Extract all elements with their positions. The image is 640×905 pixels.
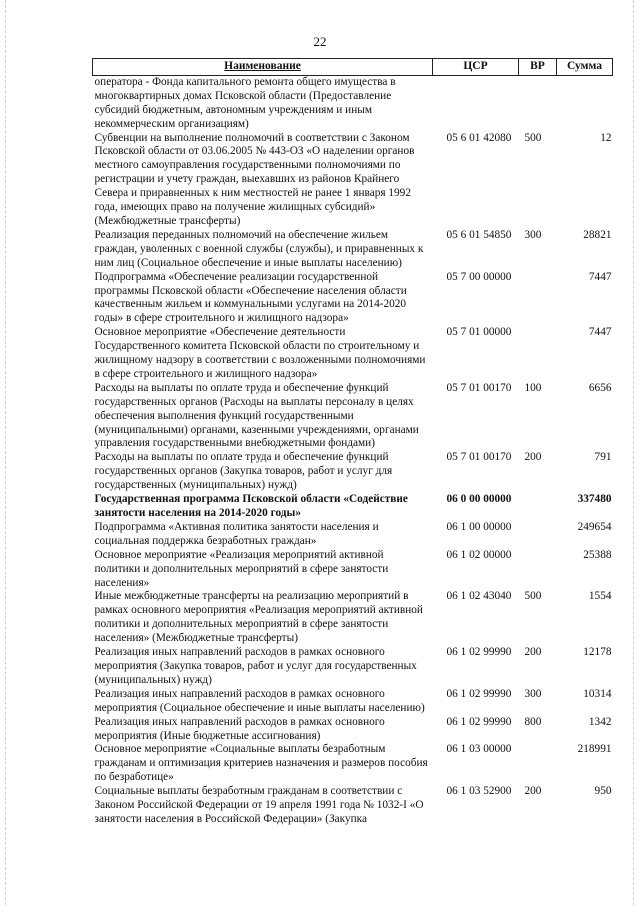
cell-sum: 7447 bbox=[588, 326, 612, 339]
table-row bbox=[93, 590, 613, 646]
cell-name: Иные межбюджетные трансферты на реализацию мероприятий в рамках основного мероприятия «Реализация мероприятий активной политики и дополнительных мероприятий в сфере занятости населения» (Межбюджетные трансферты) bbox=[94, 590, 423, 645]
cell-csr: 05 7 01 00170 bbox=[446, 381, 512, 394]
cell-name: Реализация иных направлений расходов в рамках основного мероприятия (Иные бюджетные ассигнования) bbox=[94, 715, 385, 742]
cell-csr: 06 1 03 52900 bbox=[446, 785, 512, 798]
cell-sum: 28821 bbox=[583, 228, 612, 241]
budget-table bbox=[92, 58, 613, 827]
cell-csr: 06 1 02 99990 bbox=[446, 715, 512, 728]
table-row bbox=[93, 382, 613, 452]
cell-csr bbox=[433, 75, 519, 131]
table-row bbox=[93, 743, 613, 785]
cell-sum: 25388 bbox=[583, 548, 612, 561]
table-row bbox=[93, 75, 613, 131]
cell-csr: 06 1 02 43040 bbox=[446, 590, 512, 603]
cell-sum: 1554 bbox=[588, 590, 612, 603]
table-row bbox=[93, 326, 613, 382]
cell-vr: 800 bbox=[524, 715, 542, 728]
cell-csr: 05 6 01 54850 bbox=[446, 228, 512, 241]
cell-csr: 05 7 01 00170 bbox=[446, 451, 512, 464]
cell-name: Реализация иных направлений расходов в рамках основного мероприятия (Социальное обеспечение и иные выплаты населению) bbox=[94, 687, 425, 714]
cell-csr: 06 1 02 99990 bbox=[446, 646, 512, 659]
cell-name: оператора - Фонда капитального ремонта общего имущества в многоквартирных домах Псковской области (Предоставление субсидий бюджетным, автономным учреждениям и иным некоммерческим организациям) bbox=[94, 75, 396, 130]
cell-vr: 100 bbox=[524, 381, 542, 394]
header-vr: ВР bbox=[519, 59, 557, 76]
table-row bbox=[93, 521, 613, 549]
table-row bbox=[93, 549, 613, 591]
cell-csr: 06 0 00 00000 bbox=[446, 493, 512, 506]
cell-vr: 300 bbox=[524, 687, 542, 700]
cell-csr: 05 6 01 42080 bbox=[446, 131, 512, 144]
table-row bbox=[93, 229, 613, 271]
cell-name: Подпрограмма «Обеспечение реализации государственной программы Псковской области «Обеспечение населения области качественным жильем и коммунальными услугами на 2014-2020 годы» в сфере строительного и жилищного надзора» bbox=[94, 270, 407, 325]
table-row bbox=[93, 271, 613, 327]
table-row bbox=[93, 785, 613, 827]
scan-edge-right bbox=[633, 0, 634, 905]
cell-csr: 06 1 02 00000 bbox=[446, 548, 512, 561]
table-row bbox=[93, 646, 613, 688]
cell-csr: 05 7 00 00000 bbox=[446, 270, 512, 283]
table-body bbox=[93, 75, 613, 826]
header-row bbox=[93, 59, 613, 76]
cell-vr bbox=[519, 75, 557, 131]
header-sum: Сумма bbox=[557, 59, 613, 76]
cell-csr: 06 1 03 00000 bbox=[446, 743, 512, 756]
cell-name: Подпрограмма «Активная политика занятости населения и социальная поддержка безработных граждан» bbox=[94, 520, 379, 547]
table-header bbox=[93, 59, 613, 76]
scan-edge-left bbox=[5, 0, 6, 905]
cell-vr bbox=[519, 271, 557, 327]
cell-name: Расходы на выплаты по оплате труда и обеспечение функций государственных органов (Расходы на выплаты персоналу в целях обеспечения выполнения функций государственными (муниципальными) органами, казенными учреждениями, органами управления государственными внебюджетными фондами) bbox=[94, 381, 419, 450]
table-row bbox=[93, 493, 613, 521]
cell-vr: 200 bbox=[524, 785, 542, 798]
cell-sum bbox=[557, 75, 613, 131]
cell-vr: 300 bbox=[524, 228, 542, 241]
budget-table-container bbox=[92, 58, 612, 827]
cell-csr: 06 1 02 99990 bbox=[446, 687, 512, 700]
cell-sum: 791 bbox=[594, 451, 612, 464]
cell-vr: 500 bbox=[524, 131, 542, 144]
cell-name: Основное мероприятие «Реализация мероприятий активной политики и дополнительных мероприятий в сфере занятости населения» bbox=[94, 548, 389, 589]
cell-name: Государственная программа Псковской области «Содействие занятости населения на 2014-2020 годы» bbox=[94, 493, 408, 519]
cell-vr bbox=[519, 326, 557, 382]
header-csr: ЦСР bbox=[433, 59, 519, 76]
cell-csr: 06 1 00 00000 bbox=[446, 520, 512, 533]
cell-vr bbox=[519, 743, 557, 785]
cell-csr: 05 7 01 00000 bbox=[446, 326, 512, 339]
cell-vr bbox=[519, 493, 557, 521]
cell-name: Субвенции на выполнение полномочий в соответствии с Законом Псковской области от 03.06.2005 № 443-ОЗ «О наделении органов местного самоуправления государственными полномочиями по регистрации и учету граждан, выехавших из районов Крайнего Севера и приравненных к ним местностей не ранее 1 января 1992 года, имеющих право на получение жилищных субсидий» (Межбюджетные трансферты) bbox=[94, 131, 415, 227]
cell-sum: 337480 bbox=[577, 493, 612, 506]
page-number: 22 bbox=[313, 34, 327, 49]
table-row bbox=[93, 716, 613, 744]
cell-vr bbox=[519, 521, 557, 549]
cell-vr: 200 bbox=[524, 646, 542, 659]
cell-name: Расходы на выплаты по оплате труда и обеспечение функций государственных органов (Закупка товаров, работ и услуг для государственных (муниципальных) нужд) bbox=[94, 451, 393, 492]
cell-vr: 200 bbox=[524, 451, 542, 464]
cell-sum: 249654 bbox=[577, 520, 612, 533]
cell-sum: 6656 bbox=[588, 381, 612, 394]
table-row bbox=[93, 451, 613, 493]
cell-vr bbox=[519, 549, 557, 591]
header-name: Наименование bbox=[93, 59, 433, 76]
cell-name: Основное мероприятие «Обеспечение деятельности Государственного комитета Псковской области по строительному и жилищному надзору в соответствии с возложенными полномочиями в сфере строительного и жилищного надзора» bbox=[94, 326, 426, 380]
cell-name: Реализация иных направлений расходов в рамках основного мероприятия (Закупка товаров, работ и услуг для государственных (муниципальных) нужд) bbox=[94, 646, 417, 686]
cell-sum: 950 bbox=[594, 785, 612, 798]
cell-sum: 12178 bbox=[583, 646, 612, 659]
cell-name: Основное мероприятие «Социальные выплаты безработным гражданам и оптимизация критериев назначения и размеров пособия по безработице» bbox=[94, 743, 428, 784]
cell-sum: 218991 bbox=[577, 743, 612, 756]
cell-sum: 12 bbox=[600, 131, 612, 144]
cell-vr: 500 bbox=[524, 590, 542, 603]
cell-sum: 10314 bbox=[583, 687, 612, 700]
cell-name: Социальные выплаты безработным гражданам в соответствии с Законом Российской Федерации от 19 апреля 1991 года № 1032-I «О занятости населения в Российской Федерации» (Закупка bbox=[94, 785, 424, 825]
cell-sum: 7447 bbox=[588, 270, 612, 283]
cell-sum: 1342 bbox=[588, 715, 612, 728]
cell-name: Реализация переданных полномочий на обеспечение жильем граждан, уволенных с военной службы (службы), и приравненных к ним лиц (Социальное обеспечение и иные выплаты населению) bbox=[94, 228, 424, 269]
table-row bbox=[93, 132, 613, 229]
table-row bbox=[93, 688, 613, 716]
